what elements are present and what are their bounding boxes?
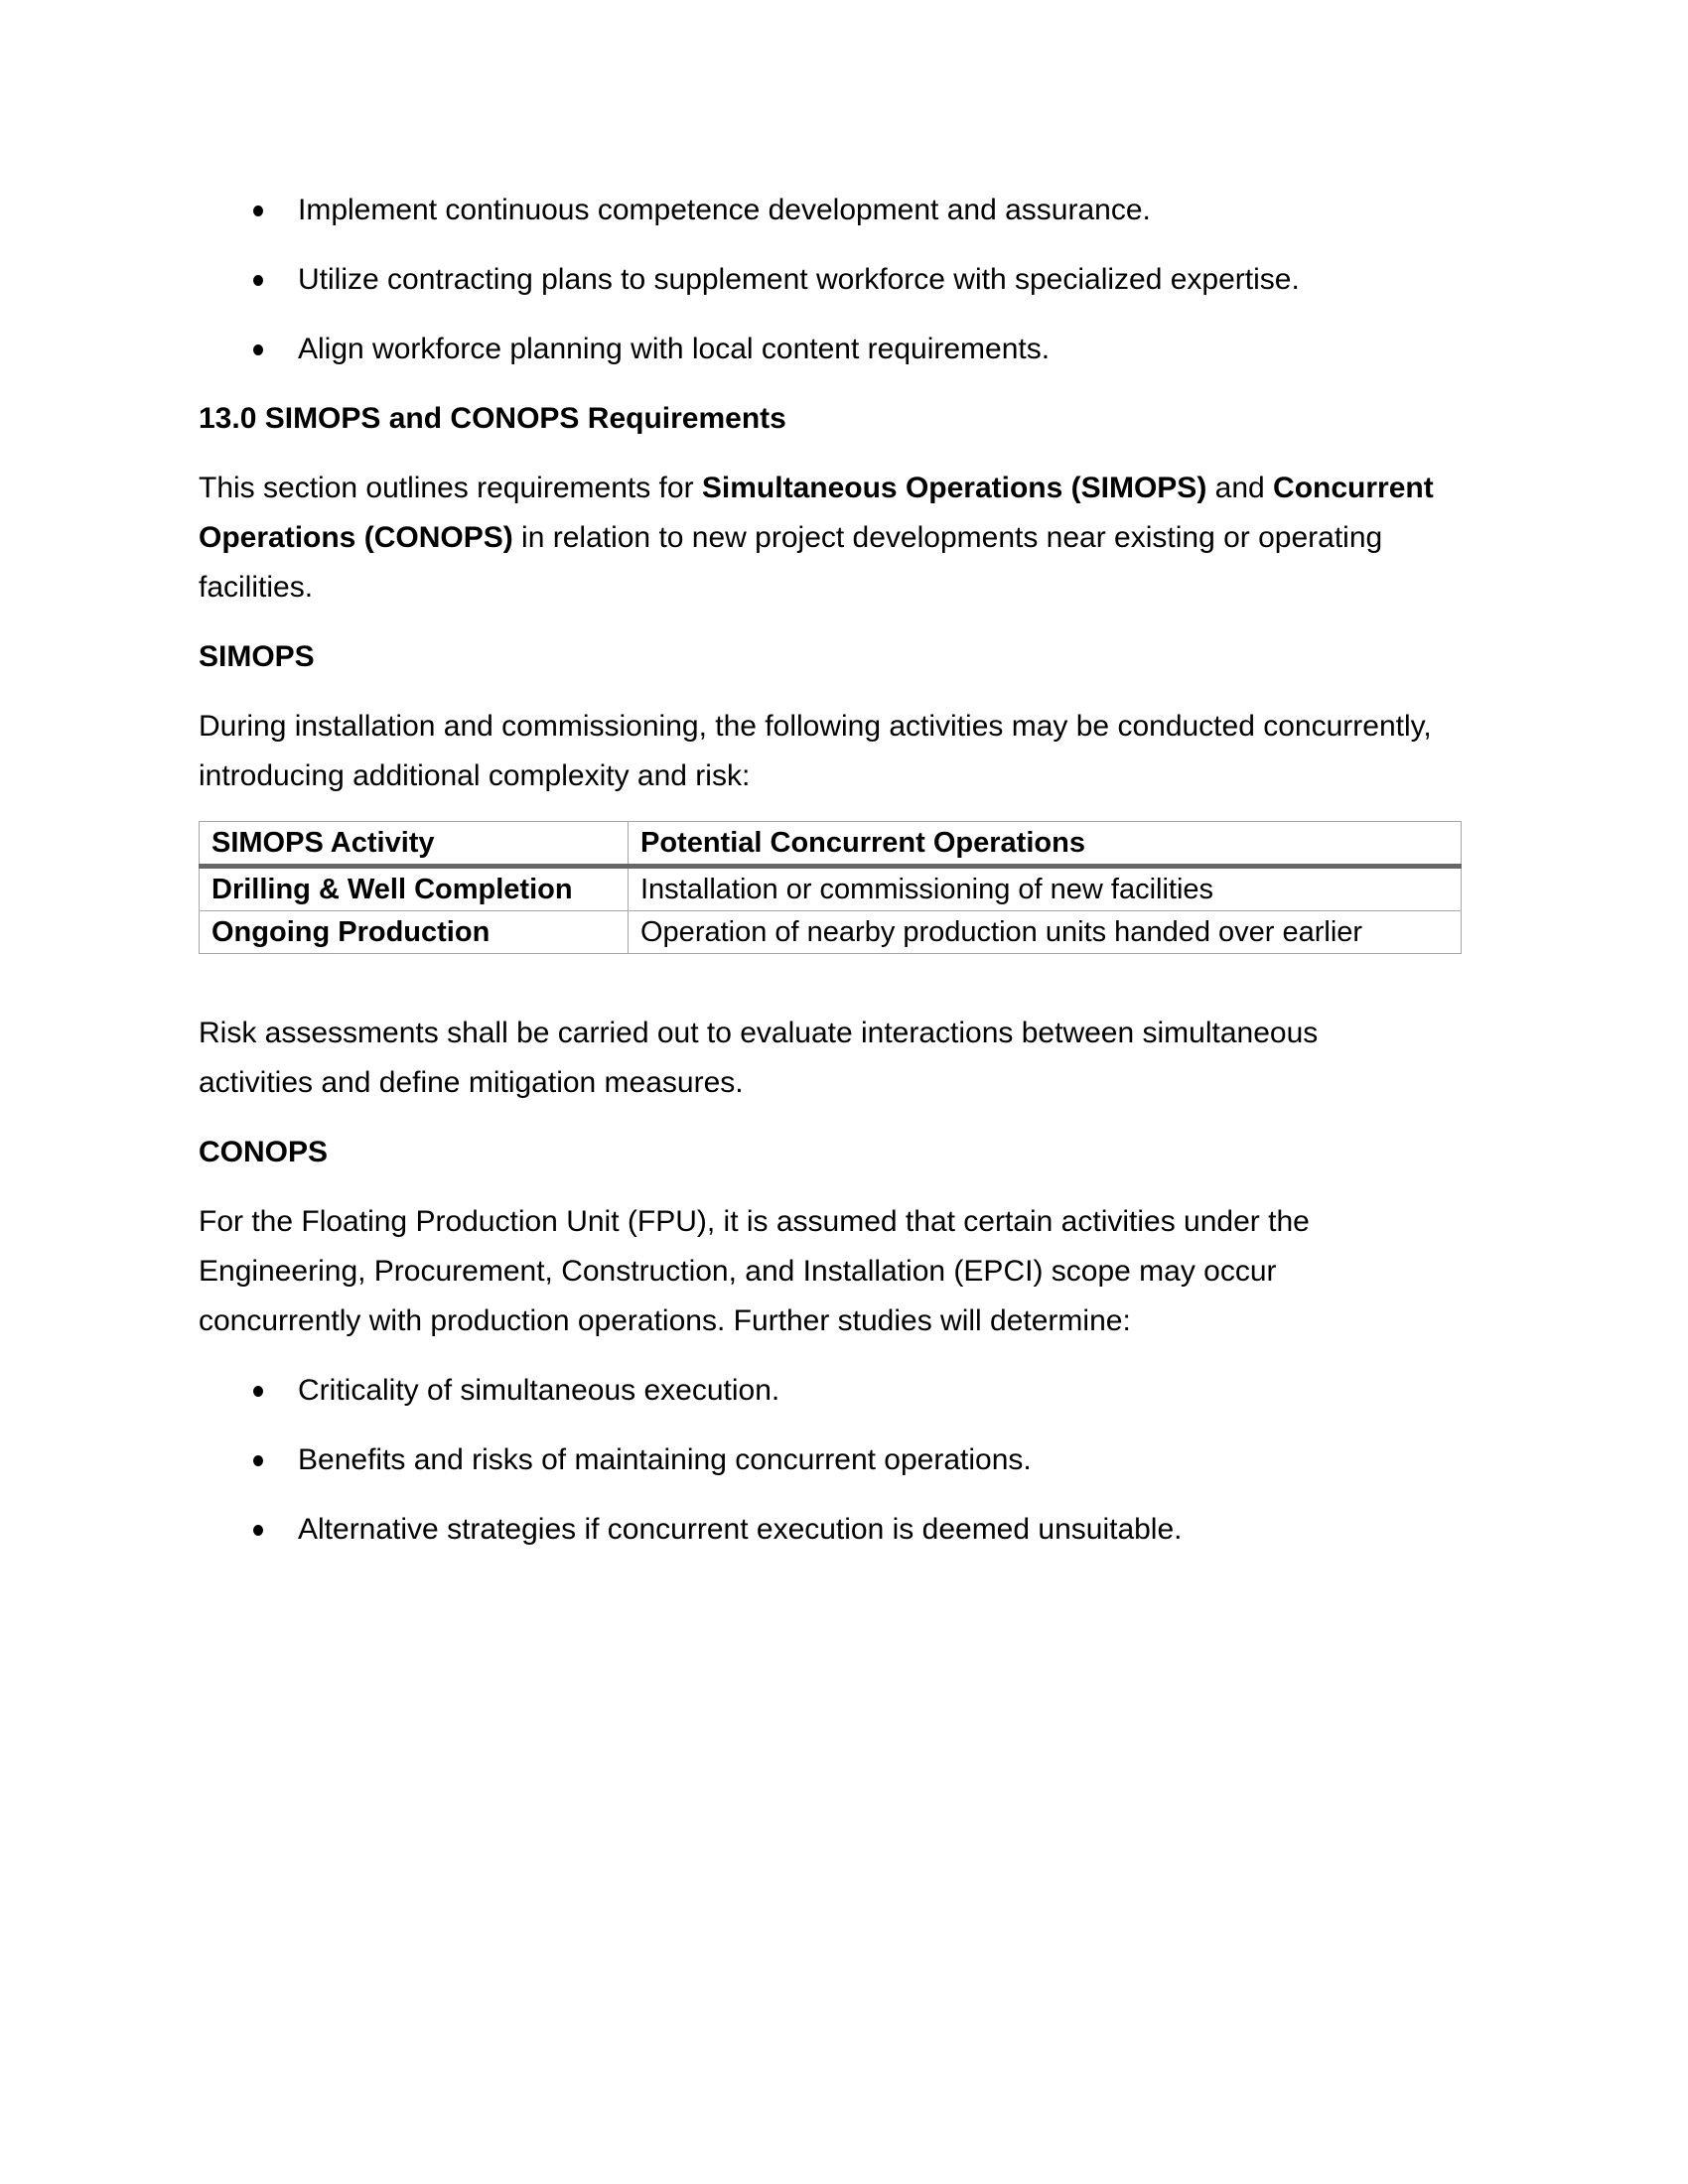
list-item <box>199 1366 1440 1416</box>
list-item <box>199 1435 1440 1485</box>
table-header-cell-operations: Potential Concurrent Operations <box>629 822 1462 867</box>
list-item <box>199 325 1440 374</box>
list-item-text: Utilize contracting plans to supplement workforce with specialized expertise. <box>298 263 1300 296</box>
bold-text-simops: Simultaneous Operations (SIMOPS) <box>701 472 1207 504</box>
table-cell-operations: Operation of nearby production units handed over earlier <box>629 911 1462 954</box>
workforce-bullet-list <box>199 186 1440 374</box>
bullet-icon <box>253 1525 263 1536</box>
bullet-icon <box>253 1455 263 1466</box>
list-item-text: Criticality of simultaneous execution. <box>298 1374 780 1407</box>
conops-heading: CONOPS <box>199 1136 329 1168</box>
paragraph-text: and <box>1206 472 1274 504</box>
list-item-text: Alternative strategies if concurrent execution is deemed unsuitable. <box>298 1513 1183 1546</box>
bullet-icon <box>253 275 263 286</box>
section-13-intro-paragraph <box>199 464 1440 613</box>
list-item-text: Implement continuous competence development and assurance. <box>298 194 1151 226</box>
bold-text-conops: Concurrent Operations (CONOPS) <box>199 472 1434 554</box>
list-item-text: Benefits and risks of maintaining concurrent operations. <box>298 1443 1032 1476</box>
list-item <box>199 1505 1440 1555</box>
table-cell-activity: Drilling & Well Completion <box>200 867 629 911</box>
bullet-icon <box>253 344 263 355</box>
table-cell-operations: Installation or commissioning of new facilities <box>629 867 1462 911</box>
paragraph-text: in relation to new project developments near existing or operating facilities. <box>199 521 1383 604</box>
conops-intro-paragraph: For the Floating Production Unit (FPU), it is assumed that certain activities under the Engineering, Procurement, Construction, and Installation (EPCI) scope may occur concurrently with production operations. Further studies will determine: <box>199 1205 1310 1337</box>
table-row <box>200 867 1462 911</box>
section-13-heading: 13.0 SIMOPS and CONOPS Requirements <box>199 402 786 435</box>
conops-bullet-list <box>199 1366 1440 1555</box>
bullet-icon <box>253 1386 263 1397</box>
table-row <box>200 911 1462 954</box>
simops-intro-paragraph: During installation and commissioning, the following activities may be conducted concurrently, introducing additional complexity and risk: <box>199 710 1432 792</box>
table-header-row <box>200 822 1462 867</box>
risk-assessment-paragraph: Risk assessments shall be carried out to evaluate interactions between simultaneous activities and define mitigation measures. <box>199 1017 1319 1099</box>
paragraph-text: This section outlines requirements for <box>199 472 702 504</box>
table-header-cell-activity: SIMOPS Activity <box>200 822 629 867</box>
list-item <box>199 255 1440 305</box>
simops-table <box>199 821 1462 954</box>
simops-heading: SIMOPS <box>199 640 315 673</box>
table-cell-activity: Ongoing Production <box>200 911 629 954</box>
list-item <box>199 186 1440 235</box>
bullet-icon <box>253 205 263 216</box>
list-item-text: Align workforce planning with local content requirements. <box>298 333 1051 365</box>
